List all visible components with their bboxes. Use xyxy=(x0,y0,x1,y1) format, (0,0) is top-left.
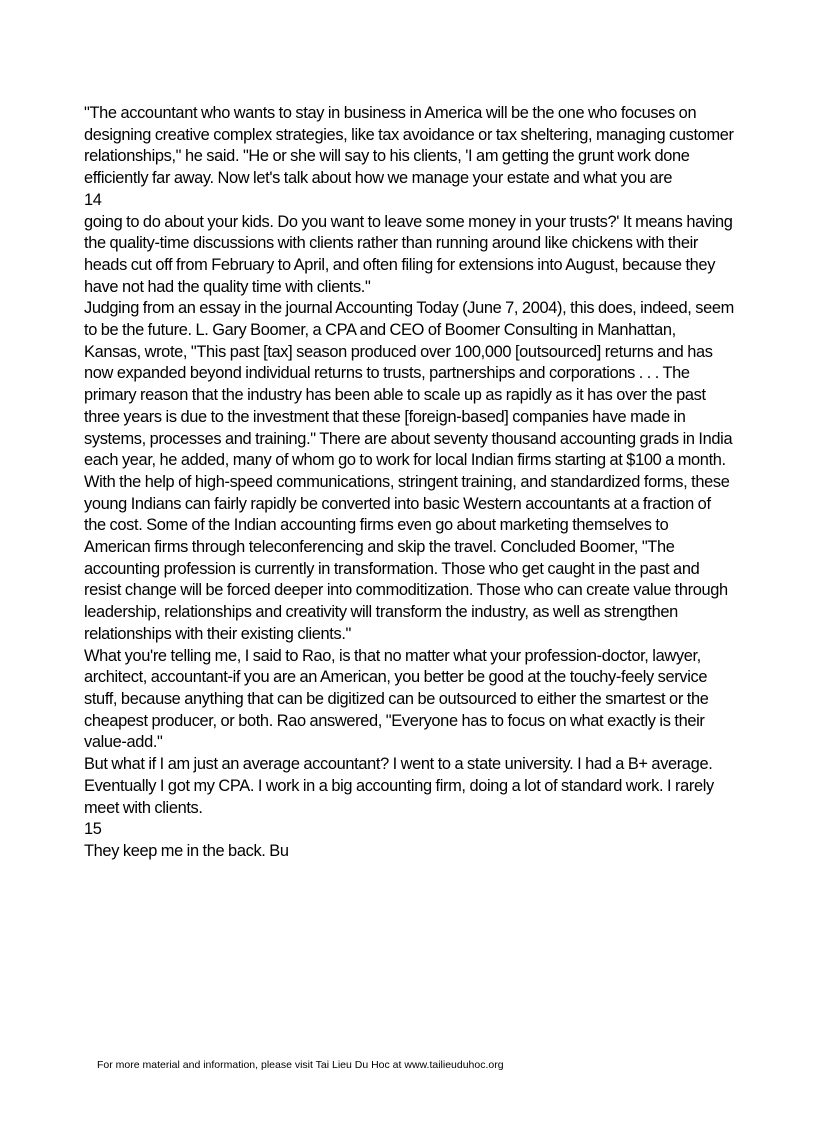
page-number-14: 14 xyxy=(84,190,102,209)
paragraph-back-office: They keep me in the back. Bu xyxy=(84,841,289,860)
paragraph-average-accountant: But what if I am just an average accountant? I went to a state university. I had a B+ average. Eventually I got my CPA. I work in a big accounting firm, doing a lot of standard work. I rarely meet with clients. xyxy=(84,755,714,817)
paragraph-accountant-quote: "The accountant who wants to stay in business in America will be the one who focuses on designing creative complex strategies, like tax avoidance or tax sheltering, managing customer relationships," he said. "He or she will say to his clients, 'I am getting the grunt work done efficiently far away. Now let's talk about how we manage your estate and what you are xyxy=(84,104,734,188)
page-footer: For more material and information, please visit Tai Lieu Du Hoc at www.tailieuduhoc.org xyxy=(97,1059,504,1071)
paragraph-accounting-today: Judging from an essay in the journal Accounting Today (June 7, 2004), this does, indeed, seem to be the future. L. Gary Boomer, a CPA and CEO of Boomer Consulting in Manhattan, Kansas, wrote, "This past [tax] season produced over 100,000 [outsourced] returns and has now expanded beyond individual returns to trusts, partnerships and corporations . . . The primary reason that the industry has been able to scale up as rapidly as it has over the past three years is due to the investment that these [foreign-based] companies have made in systems, processes and training." There are about seventy thousand accounting grads in India each year, he added, many of whom go to work for local Indian firms starting at $100 a month. With the help of high-speed communications, stringent training, and standardized forms, these young Indians can fairly rapidly be converted into basic Western accountants at a fraction of the cost. Some of the Indian accounting firms even go about marketing themselves to American firms through teleconferencing and skip the travel. Concluded Boomer, "The accounting profession is currently in transformation. Those who get caught in the past and resist change will be forced deeper into commoditization. Those who can create value through leadership, relationships and creativity will transform the industry, as well as strengthen relationships with their existing clients." xyxy=(84,299,734,643)
page-number-15: 15 xyxy=(84,820,102,839)
paragraph-rao-conversation: What you're telling me, I said to Rao, is that no matter what your profession-doctor, lawyer, architect, accountant-if you are an American, you better be good at the touchy-feely service stuff, because anything that can be digitized can be outsourced to either the smartest or the cheapest producer, or both. Rao answered, "Everyone has to focus on what exactly is their value-add." xyxy=(84,646,709,752)
document-body xyxy=(84,103,736,863)
paragraph-quote-continued: going to do about your kids. Do you want to leave some money in your trusts?' It means having the quality-time discussions with clients rather than running around like chickens with their heads cut off from February to April, and often filing for extensions into August, because they have not had the quality time with clients." xyxy=(84,212,733,296)
